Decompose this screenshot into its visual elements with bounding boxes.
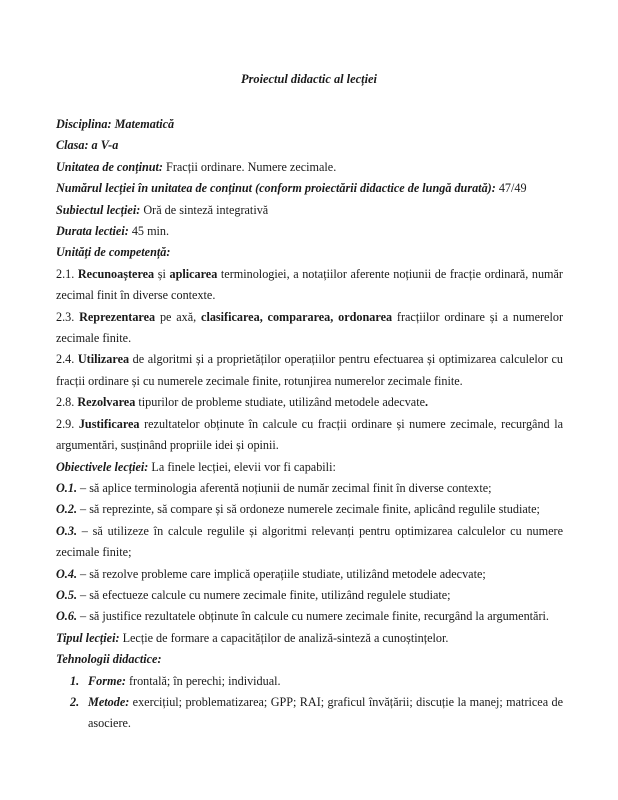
objectives-intro xyxy=(56,457,563,478)
competence-item xyxy=(56,307,563,350)
competence-number: 2.8. xyxy=(56,395,78,410)
lesson-subject xyxy=(56,200,563,221)
competence-keyword: clasificarea, compararea, ordonarea xyxy=(201,309,393,324)
competence-text: tipurilor de probleme studiate, utilizând metodele adecvate xyxy=(135,395,425,410)
objective-item xyxy=(56,585,563,606)
document-title: Proiectul didactic al lecției xyxy=(241,72,377,86)
technology-number: 1. xyxy=(70,673,80,688)
competence-item xyxy=(56,349,563,392)
technology-label: Forme: xyxy=(88,673,126,688)
lesson-number xyxy=(56,178,563,199)
objective-code: O.5. xyxy=(56,587,77,602)
competence-keyword: Recunoașterea xyxy=(77,266,155,281)
lesson-subject-value: Oră de sinteză integrativă xyxy=(140,202,269,217)
technology-value: exercițiul; problematizarea; GPP; RAI; graficul învățării; discuție la manej; matricea de asociere. xyxy=(88,694,563,731)
content-unit-label: Unitatea de conținut: xyxy=(56,159,163,174)
discipline-heading: Disciplina: Matematică xyxy=(56,117,175,131)
competence-keyword: Justificarea xyxy=(78,416,140,431)
document-body xyxy=(56,114,563,735)
content-unit-value: Fracții ordinare. Numere zecimale. xyxy=(163,159,337,174)
lesson-subject-label: Subiectul lecției: xyxy=(56,202,141,217)
technologies-heading: Tehnologii didactice: xyxy=(56,652,162,667)
objective-code: O.2. xyxy=(56,502,77,517)
lesson-duration-label: Durata lectiei: xyxy=(56,224,129,239)
competence-keyword: Utilizarea xyxy=(77,352,130,367)
objective-code: O.4. xyxy=(56,566,77,581)
objective-item xyxy=(56,499,563,520)
lesson-type-value: Lecție de formare a capacităților de analiză-sinteză a cunoștințelor. xyxy=(119,630,449,645)
objective-text: – să aplice terminologia aferentă noțiunii de număr zecimal finit în diverse contexte; xyxy=(77,480,492,495)
lesson-type xyxy=(56,628,563,649)
technology-item xyxy=(56,671,563,692)
competence-number: 2.3. xyxy=(56,309,80,324)
objective-code: O.3. xyxy=(56,523,77,538)
competence-keyword: Reprezentarea xyxy=(79,309,156,324)
lesson-duration-value: 45 min. xyxy=(128,224,170,239)
competence-text: pe axă, xyxy=(155,309,202,324)
competence-text: de algoritmi și a proprietăților operațiilor pentru efectuarea și optimizarea calculelor cu fracții ordinare și cu numerele zecimale finite, rotunjirea numerelor zecimale finite. xyxy=(56,352,564,388)
objective-item xyxy=(56,606,563,627)
lesson-duration xyxy=(56,221,563,242)
objective-code: O.6. xyxy=(56,609,77,624)
competence-text: rezultatelor obținute în calcule cu fracții ordinare și numere zecimale, recurgând la argumentări, susținând propriile idei și opinii. xyxy=(56,416,563,453)
lesson-type-label: Tipul lecției: xyxy=(56,630,120,645)
objective-item xyxy=(56,564,563,585)
competence-keyword: Rezolvarea xyxy=(77,395,136,410)
competence-number: 2.9. xyxy=(56,416,79,431)
objective-text: – să justifice rezultatele obținute în calcule cu numere zecimale finite, recurgând la argumentări. xyxy=(77,609,549,624)
objective-code: O.1. xyxy=(56,480,77,495)
technology-label: Metode: xyxy=(88,694,130,709)
objectives-intro-text: La finele lecției, elevii vor fi capabili: xyxy=(148,459,336,474)
objective-text: – să reprezinte, să compare și să ordoneze numerele zecimale finite, aplicând regulile studiate; xyxy=(77,502,540,517)
competence-keyword: aplicarea xyxy=(169,266,218,281)
competence-item xyxy=(56,392,563,413)
class-heading: Clasa: a V-a xyxy=(56,138,119,153)
competence-item xyxy=(56,264,563,307)
competence-text: terminologiei, a notațiilor aferente noțiunii de fracție ordinară, număr zecimal finit în diverse contexte. xyxy=(56,266,563,303)
competence-heading: Unități de competență: xyxy=(56,245,171,260)
competence-keyword: . xyxy=(425,395,429,410)
lesson-number-value: 47/49 xyxy=(495,181,527,196)
technology-item xyxy=(56,692,563,735)
objective-text: – să utilizeze în calcule regulile și algoritmi relevanți pentru optimizarea calculelor cu numere zecimale finite; xyxy=(56,523,563,560)
technologies-list xyxy=(56,671,563,735)
objective-text: – să rezolve probleme care implică operațiile studiate, utilizând metodele adecvate; xyxy=(77,566,486,581)
objective-item xyxy=(56,478,563,499)
competence-number: 2.1. xyxy=(56,266,78,281)
technology-number: 2. xyxy=(70,694,80,709)
competence-text: și xyxy=(154,266,170,281)
objective-item xyxy=(56,521,563,564)
content-unit xyxy=(56,157,563,178)
objectives-label: Obiectivele lecției: xyxy=(56,459,149,474)
competence-text: fracțiilor ordinare și a numerelor zecimale finite. xyxy=(56,309,563,346)
objective-text: – să efectueze calcule cu numere zecimale finite, utilizând regulele studiate; xyxy=(77,587,451,602)
technology-value: frontală; în perechi; individual. xyxy=(125,673,281,688)
competence-item xyxy=(56,414,563,457)
lesson-number-label: Numărul lecției în unitatea de conținut (conform proiectării didactice de lungă durată): xyxy=(56,181,496,196)
competence-number: 2.4. xyxy=(56,352,78,367)
